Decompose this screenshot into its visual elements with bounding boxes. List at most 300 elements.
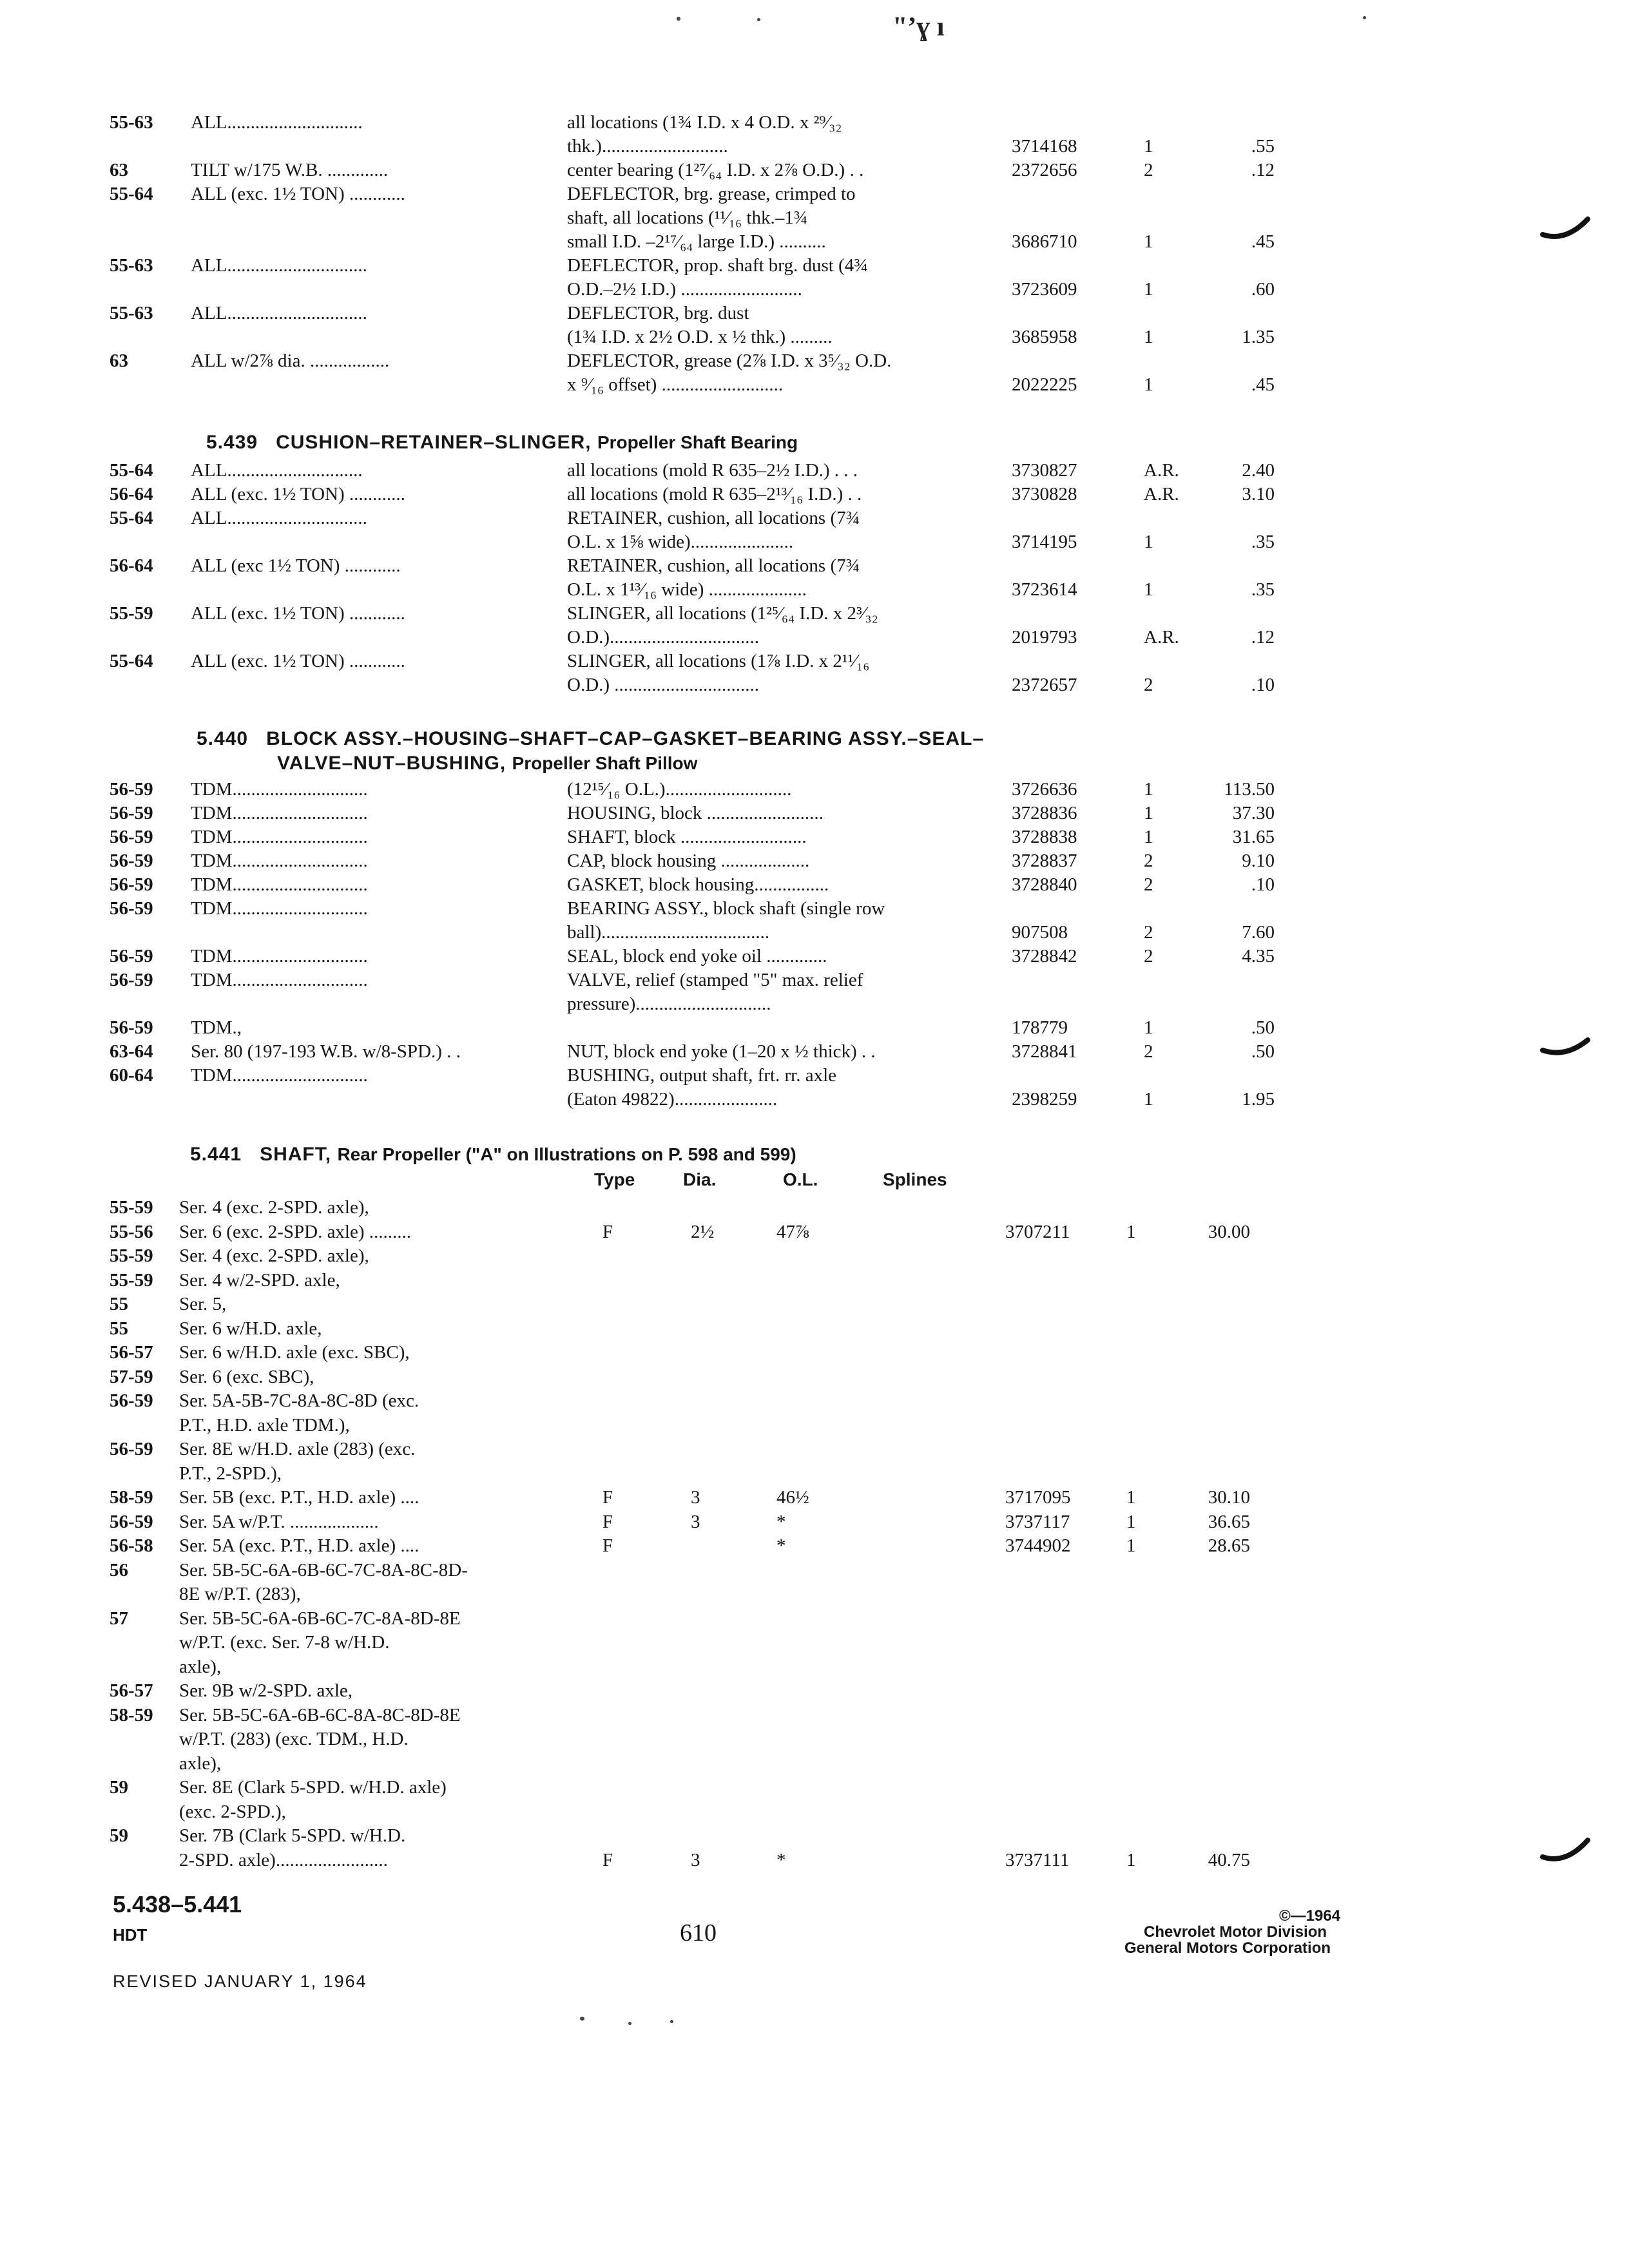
- list-price: 30.00: [1208, 1221, 1250, 1242]
- footer-code: HDT: [113, 1925, 148, 1945]
- part-description: BUSHING, output shaft, frt. rr. axle: [567, 1065, 837, 1086]
- list-price: 40.75: [1208, 1849, 1250, 1870]
- list-price: .45: [1251, 231, 1275, 252]
- model-years: 58-59: [110, 1704, 153, 1725]
- shaft-type: F: [602, 1221, 613, 1242]
- part-description: DEFLECTOR, prop. shaft brg. dust (4¾: [567, 255, 868, 276]
- model-years: 55-63: [110, 255, 153, 276]
- parts-row: [0, 1849, 1629, 1874]
- parts-row: [0, 1196, 1629, 1222]
- application: TILT w/175 W.B. .............: [191, 160, 389, 180]
- list-price: .12: [1251, 160, 1275, 180]
- quantity: A.R.: [1144, 484, 1179, 505]
- parts-row: [0, 1727, 1629, 1753]
- application: axle),: [179, 1753, 222, 1774]
- model-years: 56-59: [110, 850, 153, 871]
- overall-length: *: [776, 1511, 786, 1532]
- list-price: 36.65: [1208, 1511, 1250, 1532]
- quantity: 1: [1144, 827, 1153, 847]
- application: Ser. 4 (exc. 2-SPD. axle),: [179, 1197, 369, 1218]
- parts-row: [0, 626, 1629, 651]
- part-number: 3714195: [1012, 532, 1077, 552]
- application: Ser. 4 w/2-SPD. axle,: [179, 1269, 340, 1291]
- parts-row: [0, 1679, 1629, 1705]
- quantity: A.R.: [1144, 460, 1179, 481]
- model-years: 56-57: [110, 1680, 153, 1701]
- model-years: 63-64: [110, 1041, 153, 1062]
- parts-row: [0, 992, 1629, 1018]
- model-years: 56-64: [110, 484, 153, 505]
- scan-speck: [628, 2022, 631, 2025]
- model-years: 57: [110, 1608, 128, 1629]
- parts-row: [0, 1486, 1629, 1512]
- parts-row: [0, 135, 1629, 160]
- part-description: SHAFT, block ...........................: [567, 827, 807, 847]
- part-description: small I.D. –2¹⁷⁄₆₄ large I.D.) ..........: [567, 231, 826, 252]
- application: w/P.T. (283) (exc. TDM., H.D.: [179, 1729, 409, 1749]
- model-years: 59: [110, 1825, 128, 1846]
- application: TDM.............................: [191, 779, 368, 800]
- part-description: RETAINER, cushion, all locations (7¾: [567, 555, 860, 576]
- model-years: 56-57: [110, 1342, 153, 1363]
- part-description: VALVE, relief (stamped "5" max. relief: [567, 970, 863, 990]
- parts-row: [0, 778, 1629, 803]
- part-number: 3726636: [1012, 779, 1077, 800]
- column-header-ol: O.L.: [783, 1169, 818, 1189]
- section-5439-heading: [206, 432, 798, 454]
- part-description: O.D.)................................: [567, 627, 760, 648]
- model-years: 55-63: [110, 112, 153, 133]
- model-years: 55-64: [110, 508, 153, 528]
- part-description: shaft, all locations (¹¹⁄₁₆ thk.–1¾: [567, 207, 808, 228]
- quantity: 1: [1144, 136, 1153, 157]
- parts-row: [0, 1389, 1629, 1415]
- application: TDM.............................: [191, 827, 368, 847]
- list-price: .10: [1251, 874, 1275, 895]
- application: Ser. 5B (exc. P.T., H.D. axle) ....: [179, 1487, 419, 1508]
- list-price: .45: [1251, 374, 1275, 395]
- part-description: (1¾ I.D. x 2½ O.D. x ½ thk.) .........: [567, 327, 833, 347]
- scan-speck: [580, 2017, 584, 2021]
- model-years: 56-59: [110, 803, 153, 823]
- model-years: 56-59: [110, 1390, 153, 1411]
- quantity: 1: [1144, 1017, 1153, 1038]
- part-description: DEFLECTOR, grease (2⅞ I.D. x 3⁵⁄₃₂ O.D.: [567, 351, 892, 371]
- parts-row: [0, 230, 1629, 256]
- part-description: BEARING ASSY., block shaft (single row: [567, 898, 885, 919]
- list-price: 7.60: [1242, 922, 1275, 943]
- parts-row: [0, 1414, 1629, 1439]
- parts-row: [0, 302, 1629, 327]
- scan-marks-top: "ʼɣ ı: [892, 12, 945, 42]
- parts-row: [0, 182, 1629, 208]
- part-number: 3685958: [1012, 327, 1077, 347]
- application: Ser. 8E w/H.D. axle (283) (exc.: [179, 1439, 416, 1459]
- parts-row: [0, 1088, 1629, 1113]
- parts-row: [0, 278, 1629, 303]
- list-price: 31.65: [1232, 827, 1275, 847]
- application: ALL w/2⅞ dia. .................: [191, 351, 390, 371]
- part-description: HOUSING, block .........................: [567, 803, 824, 823]
- parts-row: [0, 325, 1629, 351]
- section-subtitle: Propeller Shaft Pillow: [512, 753, 698, 773]
- application: 8E w/P.T. (283),: [179, 1584, 301, 1604]
- footer-division: Chevrolet Motor Division: [1144, 1923, 1327, 1941]
- scan-speck: [670, 2020, 673, 2023]
- parts-row: [0, 1800, 1629, 1826]
- model-years: 55-59: [110, 1197, 153, 1218]
- quantity: 1: [1144, 579, 1153, 600]
- part-description: NUT, block end yoke (1–20 x ½ thick) . .: [567, 1041, 876, 1062]
- model-years: 56-59: [110, 827, 153, 847]
- application: (exc. 2-SPD.),: [179, 1801, 286, 1822]
- part-description: O.L. x 1⅝ wide)......................: [567, 532, 794, 552]
- section-number: 5.440: [197, 728, 249, 749]
- parts-row: [0, 554, 1629, 580]
- application: ALL..............................: [191, 508, 367, 528]
- application: 2-SPD. axle)........................: [179, 1849, 388, 1870]
- parts-row: [0, 1534, 1629, 1560]
- part-description: all locations (mold R 635–2½ I.D.) . . .: [567, 460, 858, 481]
- model-years: 63: [110, 351, 128, 371]
- section-subtitle: Rear Propeller ("A" on Illustrations on P. 598 and 599): [337, 1144, 796, 1164]
- parts-row: [0, 1462, 1629, 1488]
- application: axle),: [179, 1656, 222, 1677]
- part-description: (Eaton 49822)......................: [567, 1089, 778, 1110]
- application: ALL..............................: [191, 303, 367, 323]
- model-years: 55: [110, 1318, 128, 1339]
- section-5441-heading: [190, 1144, 796, 1166]
- model-years: 56: [110, 1559, 128, 1581]
- shaft-diameter: 3: [691, 1511, 700, 1532]
- list-price: 37.30: [1232, 803, 1275, 823]
- column-header-dia: Dia.: [683, 1169, 717, 1189]
- scan-speck: [1363, 16, 1366, 19]
- parts-row: [0, 483, 1629, 508]
- parts-row: [0, 111, 1629, 137]
- part-number: 2019793: [1012, 627, 1077, 648]
- list-price: 113.50: [1224, 779, 1275, 800]
- model-years: 56-59: [110, 898, 153, 919]
- application: ALL (exc. 1½ TON) ............: [191, 651, 405, 671]
- part-description: pressure).............................: [567, 994, 771, 1014]
- application: Ser. 5A w/P.T. ...................: [179, 1511, 379, 1532]
- scan-speck: [757, 18, 760, 21]
- part-number: 3728840: [1012, 874, 1077, 895]
- model-years: 55-59: [110, 603, 153, 624]
- part-description: all locations (mold R 635–2¹³⁄₁₆ I.D.) . .: [567, 484, 862, 505]
- application: P.T., 2-SPD.),: [179, 1463, 282, 1484]
- footer-copyright: ©—1964: [1279, 1907, 1341, 1925]
- parts-row: [0, 1631, 1629, 1657]
- parts-row: [0, 373, 1629, 399]
- parts-row: [0, 1040, 1629, 1066]
- application: Ser. 5B-5C-6A-6B-6C-7C-8A-8D-8E: [179, 1608, 461, 1629]
- parts-row: [0, 1752, 1629, 1778]
- part-description: SLINGER, all locations (1²⁵⁄₆₄ I.D. x 2³⁄₃₂: [567, 603, 878, 624]
- application: ALL (exc. 1½ TON) ............: [191, 603, 405, 624]
- parts-row: [0, 825, 1629, 851]
- parts-row: [0, 530, 1629, 556]
- quantity: 2: [1144, 850, 1153, 871]
- list-price: .50: [1251, 1017, 1275, 1038]
- model-years: 63: [110, 160, 128, 180]
- list-price: 4.35: [1242, 946, 1275, 966]
- parts-row: [0, 1064, 1629, 1090]
- parts-row: [0, 602, 1629, 628]
- shaft-type: F: [602, 1535, 613, 1556]
- list-price: 2.40: [1242, 460, 1275, 481]
- parts-row: [0, 1510, 1629, 1536]
- model-years: 59: [110, 1777, 128, 1798]
- column-header-splines: Splines: [883, 1169, 947, 1189]
- section-number: 5.439: [206, 432, 258, 453]
- shaft-diameter: 3: [691, 1487, 700, 1508]
- list-price: .12: [1251, 627, 1275, 648]
- list-price: 3.10: [1242, 484, 1275, 505]
- overall-length: 47⅞: [776, 1221, 809, 1242]
- section-number: 5.441: [190, 1144, 242, 1165]
- scan-speck: [677, 17, 680, 21]
- parts-row: [0, 1655, 1629, 1681]
- application: Ser. 80 (197-193 W.B. w/8-SPD.) . .: [191, 1041, 461, 1062]
- part-number: 3730827: [1012, 460, 1077, 481]
- list-price: .60: [1251, 279, 1275, 300]
- parts-row: [0, 1776, 1629, 1802]
- section-title: CUSHION–RETAINER–SLINGER,: [276, 432, 592, 453]
- application: Ser. 5B-5C-6A-6B-6C-8A-8C-8D-8E: [179, 1704, 461, 1725]
- section-subtitle: Propeller Shaft Bearing: [597, 432, 798, 452]
- application: TDM.............................: [191, 1065, 368, 1086]
- quantity: 1: [1126, 1849, 1136, 1870]
- parts-row: [0, 673, 1629, 699]
- quantity: 1: [1126, 1511, 1136, 1532]
- part-description: O.D.–2½ I.D.) ..........................: [567, 279, 802, 300]
- application: ALL..............................: [191, 255, 367, 276]
- parts-row: [0, 459, 1629, 485]
- model-years: 57-59: [110, 1366, 153, 1387]
- quantity: 1: [1144, 1089, 1153, 1110]
- part-number: 3714168: [1012, 136, 1077, 157]
- parts-row: [0, 1244, 1629, 1270]
- quantity: 1: [1144, 374, 1153, 395]
- part-number: 3728838: [1012, 827, 1077, 847]
- parts-row: [0, 921, 1629, 947]
- parts-row: [0, 649, 1629, 675]
- application: ALL (exc. 1½ TON) ............: [191, 184, 405, 204]
- application: Ser. 6 (exc. SBC),: [179, 1366, 314, 1387]
- model-years: 56-59: [110, 1511, 153, 1532]
- section-5440-heading-line2: [277, 753, 697, 774]
- list-price: 1.35: [1242, 327, 1275, 347]
- part-description: thk.)...........................: [567, 136, 728, 157]
- part-number: 3730828: [1012, 484, 1077, 505]
- part-description: SLINGER, all locations (1⅞ I.D. x 2¹¹⁄₁₆: [567, 651, 870, 671]
- quantity: A.R.: [1144, 627, 1179, 648]
- part-description: SEAL, block end yoke oil .............: [567, 946, 827, 966]
- model-years: 55: [110, 1294, 128, 1314]
- quantity: 1: [1144, 779, 1153, 800]
- parts-row: [0, 945, 1629, 970]
- application: Ser. 7B (Clark 5-SPD. w/H.D.: [179, 1825, 406, 1846]
- application: ALL.............................: [191, 460, 363, 481]
- overall-length: *: [776, 1535, 786, 1556]
- part-description: DEFLECTOR, brg. dust: [567, 303, 749, 323]
- parts-row: [0, 349, 1629, 375]
- part-description: RETAINER, cushion, all locations (7¾: [567, 508, 860, 528]
- section-title: SHAFT,: [260, 1144, 332, 1165]
- application: Ser. 6 w/H.D. axle,: [179, 1318, 322, 1339]
- quantity: 2: [1144, 874, 1153, 895]
- part-number: 2398259: [1012, 1089, 1077, 1110]
- parts-row: [0, 1220, 1629, 1246]
- model-years: 56-59: [110, 1439, 153, 1459]
- parts-row: [0, 1293, 1629, 1318]
- quantity: 2: [1144, 946, 1153, 966]
- overall-length: *: [776, 1849, 786, 1870]
- part-description: center bearing (1²⁷⁄₆₄ I.D. x 2⅞ O.D.) . .: [567, 160, 864, 180]
- application: ALL (exc. 1½ TON) ............: [191, 484, 405, 505]
- part-number: 3737117: [1005, 1511, 1070, 1532]
- list-price: .35: [1251, 532, 1275, 552]
- parts-row: [0, 254, 1629, 280]
- parts-row: [0, 1559, 1629, 1584]
- list-price: 28.65: [1208, 1535, 1250, 1556]
- section-title-cont: VALVE–NUT–BUSHING,: [277, 753, 506, 774]
- application: Ser. 5,: [179, 1294, 227, 1314]
- parts-row: [0, 578, 1629, 604]
- model-years: 55-63: [110, 303, 153, 323]
- quantity: 1: [1144, 532, 1153, 552]
- parts-row: [0, 849, 1629, 875]
- part-number: 3728837: [1012, 850, 1077, 871]
- part-number: 178779: [1012, 1017, 1068, 1038]
- parts-row: [0, 968, 1629, 994]
- column-header-type: Type: [594, 1169, 635, 1189]
- quantity: 2: [1144, 922, 1153, 943]
- list-price: 30.10: [1208, 1487, 1250, 1508]
- parts-row: [0, 1824, 1629, 1850]
- list-price: 1.95: [1242, 1089, 1275, 1110]
- part-number: 907508: [1012, 922, 1068, 943]
- parts-row: [0, 1437, 1629, 1463]
- application: TDM.............................: [191, 946, 368, 966]
- parts-row: [0, 1704, 1629, 1729]
- application: P.T., H.D. axle TDM.),: [179, 1414, 350, 1436]
- part-number: 3728842: [1012, 946, 1077, 966]
- quantity: 2: [1144, 1041, 1153, 1062]
- parts-row: [0, 873, 1629, 899]
- part-number: 3737111: [1005, 1849, 1070, 1870]
- shaft-diameter: 3: [691, 1849, 700, 1870]
- quantity: 1: [1144, 327, 1153, 347]
- application: Ser. 4 (exc. 2-SPD. axle),: [179, 1245, 369, 1266]
- model-years: 56-59: [110, 970, 153, 990]
- application: Ser. 6 (exc. 2-SPD. axle) .........: [179, 1221, 412, 1242]
- application: TDM.............................: [191, 970, 368, 990]
- quantity: 1: [1126, 1487, 1136, 1508]
- parts-row: [0, 506, 1629, 532]
- quantity: 2: [1144, 160, 1153, 180]
- part-description: GASKET, block housing................: [567, 874, 829, 895]
- footer-revised-date: REVISED JANUARY 1, 1964: [113, 1972, 367, 1991]
- application: Ser. 5A (exc. P.T., H.D. axle) ....: [179, 1535, 419, 1556]
- application: Ser. 5B-5C-6A-6B-6C-7C-8A-8C-8D-: [179, 1559, 468, 1581]
- parts-row: [0, 1341, 1629, 1367]
- model-years: 55-56: [110, 1221, 153, 1242]
- application: Ser. 6 w/H.D. axle (exc. SBC),: [179, 1342, 410, 1363]
- parts-row: [0, 1269, 1629, 1294]
- quantity: 1: [1144, 803, 1153, 823]
- part-description: CAP, block housing ...................: [567, 850, 810, 871]
- application: w/P.T. (exc. Ser. 7-8 w/H.D.: [179, 1632, 390, 1653]
- application: ALL.............................: [191, 112, 363, 133]
- model-years: 56-64: [110, 555, 153, 576]
- part-description: DEFLECTOR, brg. grease, crimped to: [567, 184, 856, 204]
- parts-row: [0, 802, 1629, 827]
- application: TDM.............................: [191, 874, 368, 895]
- parts-row: [0, 1582, 1629, 1608]
- model-years: 56-59: [110, 1017, 153, 1038]
- part-number: 3686710: [1012, 231, 1077, 252]
- quantity: 1: [1144, 231, 1153, 252]
- part-number: 2372657: [1012, 675, 1077, 695]
- list-price: .55: [1251, 136, 1275, 157]
- quantity: 2: [1144, 675, 1153, 695]
- list-price: 9.10: [1242, 850, 1275, 871]
- part-number: 3717095: [1005, 1487, 1071, 1508]
- part-description: (12¹⁵⁄₁₆ O.L.)...........................: [567, 779, 792, 800]
- quantity: 1: [1126, 1535, 1136, 1556]
- model-years: 55-64: [110, 651, 153, 671]
- application: Ser. 5A-5B-7C-8A-8C-8D (exc.: [179, 1390, 419, 1411]
- application: Ser. 9B w/2-SPD. axle,: [179, 1680, 353, 1701]
- section-5440-heading: [197, 728, 984, 750]
- shaft-type: F: [602, 1487, 613, 1508]
- shaft-type: F: [602, 1849, 613, 1870]
- overall-length: 46½: [776, 1487, 809, 1508]
- parts-row: [0, 1016, 1629, 1042]
- parts-row: [0, 1365, 1629, 1391]
- application: TDM.,: [191, 1017, 242, 1038]
- part-number: 3723609: [1012, 279, 1077, 300]
- part-number: 2372656: [1012, 160, 1077, 180]
- part-number: 3707211: [1005, 1221, 1070, 1242]
- part-number: 3744902: [1005, 1535, 1071, 1556]
- parts-row: [0, 159, 1629, 184]
- list-price: .35: [1251, 579, 1275, 600]
- part-description: O.L. x 1¹³⁄₁₆ wide) .....................: [567, 579, 807, 600]
- application: Ser. 8E (Clark 5-SPD. w/H.D. axle): [179, 1777, 447, 1798]
- model-years: 56-59: [110, 779, 153, 800]
- model-years: 56-59: [110, 946, 153, 966]
- application: TDM.............................: [191, 850, 368, 871]
- parts-row: [0, 897, 1629, 923]
- parts-row: [0, 206, 1629, 232]
- part-description: x ⁹⁄₁₆ offset) ..........................: [567, 374, 784, 395]
- part-number: 3728836: [1012, 803, 1077, 823]
- parts-row: [0, 1607, 1629, 1633]
- model-years: 55-59: [110, 1269, 153, 1291]
- model-years: 55-59: [110, 1245, 153, 1266]
- part-number: 3728841: [1012, 1041, 1077, 1062]
- part-description: ball)....................................: [567, 922, 770, 943]
- page-number: 610: [680, 1919, 717, 1946]
- shaft-type: F: [602, 1511, 613, 1532]
- footer-corporation: General Motors Corporation: [1124, 1939, 1331, 1957]
- parts-row: [0, 1317, 1629, 1343]
- model-years: 55-64: [110, 184, 153, 204]
